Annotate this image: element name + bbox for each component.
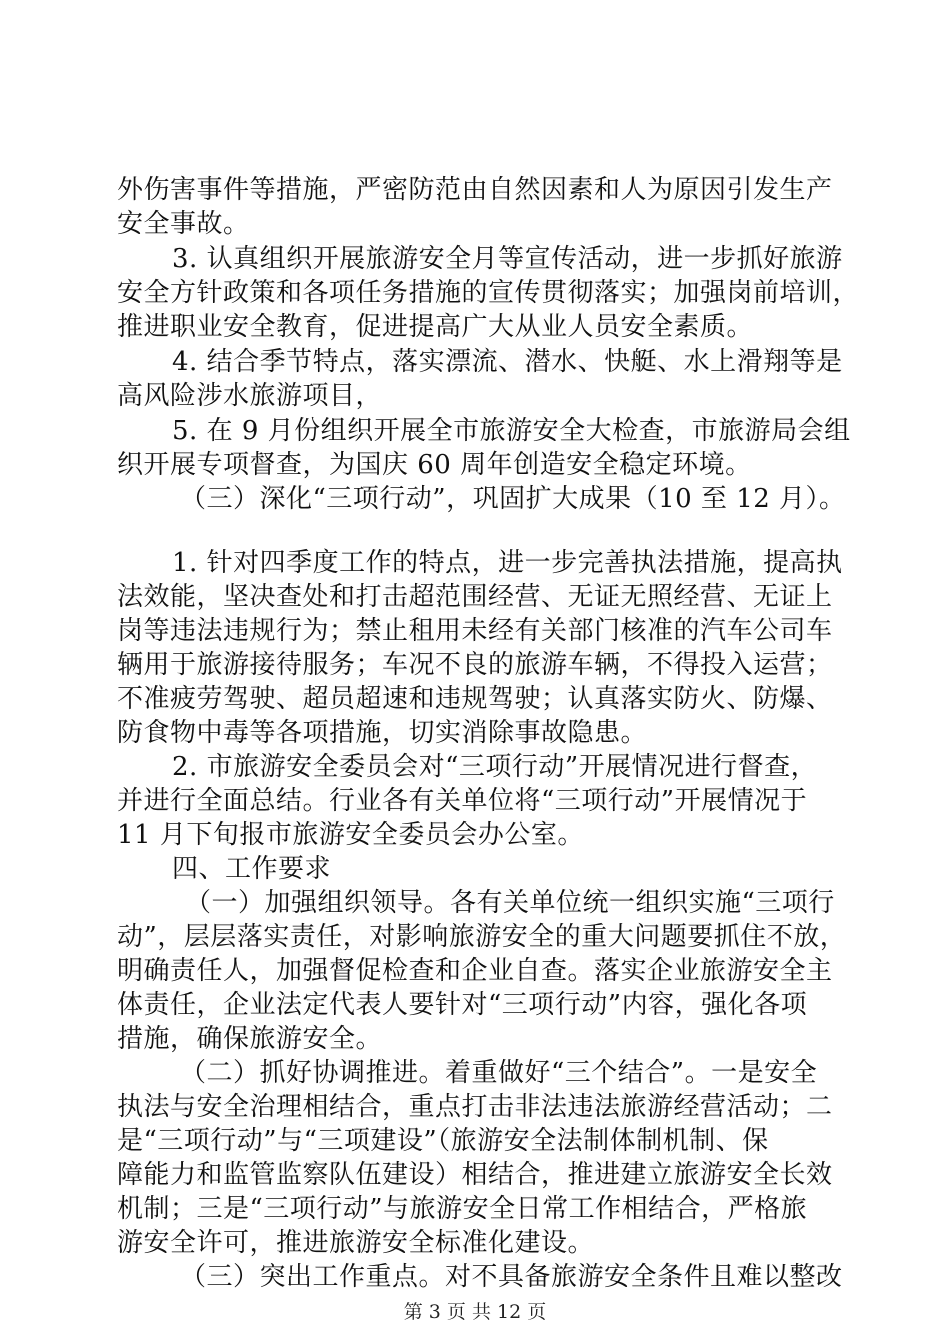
paragraph-line: 岗等违法违规行为；禁止租用未经有关部门核准的汽车公司车 [117, 616, 833, 646]
paragraph-line: 4. 结合季节特点，落实漂流、潜水、快艇、水上滑翔等是 [172, 347, 843, 377]
paragraph-line: 11 月下旬报市旅游安全委员会办公室。 [117, 820, 584, 850]
paragraph-line: 5. 在 9 月份组织开展全市旅游安全大检查，市旅游局会组 [172, 416, 851, 446]
paragraph-line: 高风险涉水旅游项目， [117, 381, 383, 411]
paragraph-line: 体责任，企业法定代表人要针对“三项行动”内容，强化各项 [117, 990, 808, 1020]
paragraph-line: 织开展专项督查，为国庆 60 周年创造安全稳定环境。 [117, 450, 752, 480]
paragraph-line: 动”，层层落实责任，对影响旅游安全的重大问题要抓住不放， [117, 922, 847, 952]
paragraph-line: （三）突出工作重点。对不具备旅游安全条件且难以整改 [180, 1262, 843, 1292]
paragraph-line: 法效能，坚决查处和打击超范围经营、无证无照经营、无证上 [117, 582, 833, 612]
paragraph-line: 障能力和监管监察队伍建设）相结合，推进建立旅游安全长效 [117, 1160, 833, 1190]
paragraph-line: 是“三项行动”与“三项建设”（旅游安全法制体制机制、保 [117, 1126, 769, 1156]
paragraph-line: 外伤害事件等措施，严密防范由自然因素和人为原因引发生产 [117, 175, 833, 205]
paragraph-line: 安全事故。 [117, 209, 250, 239]
paragraph-line: 并进行全面总结。行业各有关单位将“三项行动”开展情况于 [117, 786, 808, 816]
paragraph-line: 措施，确保旅游安全。 [117, 1024, 383, 1054]
section-heading: （三）深化“三项行动”，巩固扩大成果（10 至 12 月）。 [180, 484, 846, 514]
paragraph-line: 3. 认真组织开展旅游安全月等宣传活动，进一步抓好旅游 [172, 244, 843, 274]
paragraph-line: （一）加强组织领导。各有关单位统一组织实施“三项行 [185, 888, 835, 918]
page-footer: 第 3 页 共 12 页 [403, 1301, 547, 1323]
paragraph-line: 推进职业安全教育，促进提高广大从业人员安全素质。 [117, 312, 754, 342]
paragraph-line: 游安全许可，推进旅游安全标准化建设。 [117, 1228, 595, 1258]
paragraph-line: 不准疲劳驾驶、超员超速和违规驾驶；认真落实防火、防爆、 [117, 684, 833, 714]
paragraph-line: 安全方针政策和各项任务措施的宣传贯彻落实；加强岗前培训， [117, 278, 860, 308]
paragraph-line: 1. 针对四季度工作的特点，进一步完善执法措施，提高执 [172, 548, 843, 578]
paragraph-line: 执法与安全治理相结合，重点打击非法违法旅游经营活动；二 [117, 1092, 833, 1122]
paragraph-line: 辆用于旅游接待服务；车况不良的旅游车辆，不得投入运营； [117, 650, 833, 680]
paragraph-line: 防食物中毒等各项措施，切实消除事故隐患。 [117, 718, 648, 748]
section-heading: 四、工作要求 [172, 854, 332, 884]
paragraph-line: （二）抓好协调推进。着重做好“三个结合”。一是安全 [180, 1058, 818, 1088]
paragraph-line: 2. 市旅游安全委员会对“三项行动”开展情况进行督查， [172, 752, 818, 782]
paragraph-line: 机制；三是“三项行动”与旅游安全日常工作相结合，严格旅 [117, 1194, 808, 1224]
paragraph-line: 明确责任人，加强督促检查和企业自查。落实企业旅游安全主 [117, 956, 833, 986]
